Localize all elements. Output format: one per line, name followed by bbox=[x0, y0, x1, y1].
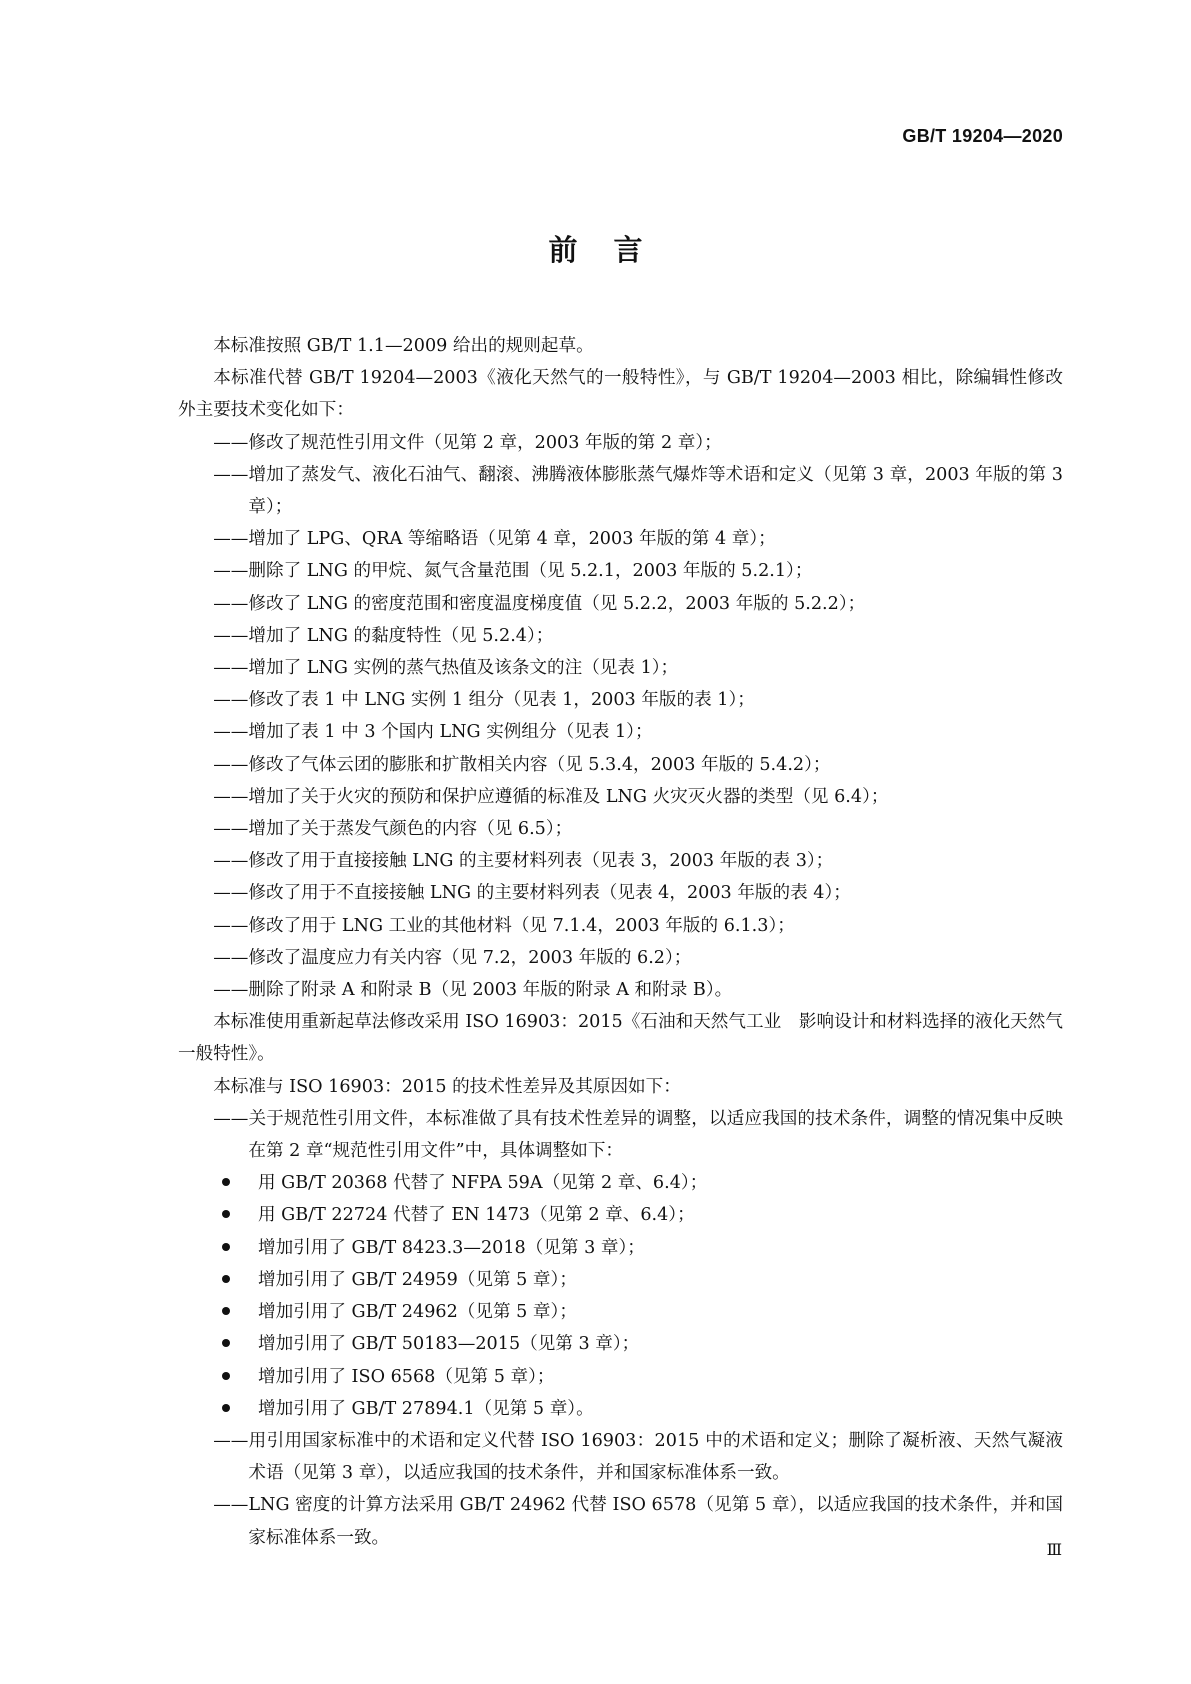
change-item: ——删除了附录 A 和附录 B（见 2003 年版的附录 A 和附录 B）。 bbox=[213, 980, 733, 1001]
standard-code: GB/T 19204—2020 bbox=[902, 126, 1063, 146]
page-number: Ⅲ bbox=[1046, 1540, 1061, 1559]
reference-bullet bbox=[222, 1264, 1063, 1296]
bullet-text: 增加引用了 GB/T 24962（见第 5 章）； bbox=[258, 1302, 577, 1323]
difference-item: ——关于规范性引用文件，本标准做了具有技术性差异的调整，以适应我国的技术条件，调整的情况集中反映在第 2 章“规范性引用文件”中，具体调整如下： bbox=[213, 1108, 1063, 1162]
reference-bullet bbox=[222, 1328, 1063, 1360]
bullet-text: 增加引用了 GB/T 50183—2015（见第 3 章）； bbox=[258, 1334, 640, 1355]
difference-item: ——LNG 密度的计算方法采用 GB/T 24962 代替 ISO 6578（见第 5 章），以适应我国的技术条件，并和国家标准体系一致。 bbox=[213, 1495, 1063, 1548]
bullet-icon bbox=[222, 1404, 230, 1412]
change-item: ——删除了 LNG 的甲烷、氮气含量范围（见 5.2.1，2003 年版的 5.2.1）； bbox=[213, 561, 813, 582]
paragraph-drafting-rules: 本标准按照 GB/T 1.1—2009 给出的规则起草。 bbox=[213, 336, 594, 356]
change-item: ——增加了蒸发气、液化石油气、翻滚、沸腾液体膨胀蒸气爆炸等术语和定义（见第 3 章，2003 年版的第 3 章）； bbox=[213, 464, 1063, 518]
bullet-text: 增加引用了 GB/T 27894.1（见第 5 章）。 bbox=[258, 1398, 594, 1419]
change-item: ——修改了用于不直接接触 LNG 的主要材料列表（见表 4，2003 年版的表 4）； bbox=[213, 883, 851, 904]
bullet-icon bbox=[222, 1275, 230, 1283]
reference-bullet bbox=[222, 1232, 1063, 1264]
change-item: ——修改了 LNG 的密度范围和密度温度梯度值（见 5.2.2，2003 年版的 5.2.2）； bbox=[213, 593, 866, 614]
change-item: ——增加了关于火灾的预防和保护应遵循的标准及 LNG 火灾灭火器的类型（见 6.4）； bbox=[213, 786, 889, 807]
bullet-icon bbox=[222, 1210, 230, 1218]
change-item: ——修改了气体云团的膨胀和扩散相关内容（见 5.3.4，2003 年版的 5.4.2）； bbox=[213, 754, 831, 775]
paragraph-adoption: 本标准使用重新起草法修改采用 ISO 16903：2015《石油和天然气工业 影响设计和材料选择的液化天然气一般特性》。 bbox=[178, 1012, 1063, 1065]
change-item: ——增加了 LNG 的黏度特性（见 5.2.4）； bbox=[213, 625, 554, 646]
paragraph-replacement: 本标准代替 GB/T 19204—2003《液化天然气的一般特性》，与 GB/T 19204—2003 相比，除编辑性修改外主要技术变化如下： bbox=[178, 368, 1063, 421]
change-item: ——修改了用于 LNG 工业的其他材料（见 7.1.4，2003 年版的 6.1.3）； bbox=[213, 915, 795, 936]
change-item: ——增加了表 1 中 3 个国内 LNG 实例组分（见表 1）； bbox=[213, 722, 653, 743]
bullet-icon bbox=[222, 1178, 230, 1186]
bullet-text: 用 GB/T 20368 代替了 NFPA 59A（见第 2 章、6.4）； bbox=[258, 1173, 708, 1194]
change-item: ——修改了表 1 中 LNG 实例 1 组分（见表 1，2003 年版的表 1）； bbox=[213, 690, 755, 711]
change-item: ——增加了 LNG 实例的蒸气热值及该条文的注（见表 1）； bbox=[213, 658, 679, 679]
paragraph-differences: 本标准与 ISO 16903：2015 的技术性差异及其原因如下： bbox=[213, 1076, 681, 1097]
bullet-icon bbox=[222, 1243, 230, 1251]
reference-bullet bbox=[222, 1393, 1063, 1425]
change-item: ——修改了规范性引用文件（见第 2 章，2003 年版的第 2 章）； bbox=[213, 432, 722, 453]
page-title: 前言 bbox=[548, 233, 679, 267]
difference-item: ——用引用国家标准中的术语和定义代替 ISO 16903：2015 中的术语和定义；删除了凝析液、天然气凝液术语（见第 3 章），以适应我国的技术条件，并和国家标准体系一致。 bbox=[213, 1430, 1063, 1484]
reference-bullet bbox=[222, 1199, 1063, 1231]
change-item: ——增加了关于蒸发气颜色的内容（见 6.5）； bbox=[213, 819, 573, 840]
bullet-text: 增加引用了 GB/T 24959（见第 5 章）； bbox=[258, 1269, 577, 1290]
bullet-text: 用 GB/T 22724 代替了 EN 1473（见第 2 章、6.4）； bbox=[258, 1205, 695, 1226]
reference-bullet bbox=[222, 1167, 1063, 1199]
change-item: ——增加了 LPG、QRA 等缩略语（见第 4 章，2003 年版的第 4 章）； bbox=[213, 529, 776, 550]
bullet-text: 增加引用了 GB/T 8423.3—2018（见第 3 章）； bbox=[258, 1237, 645, 1258]
change-item: ——修改了用于直接接触 LNG 的主要材料列表（见表 3，2003 年版的表 3）； bbox=[213, 851, 834, 872]
bullet-text: 增加引用了 ISO 6568（见第 5 章）； bbox=[258, 1366, 555, 1387]
reference-bullet bbox=[222, 1296, 1063, 1328]
reference-bullet bbox=[222, 1361, 1063, 1393]
foreword-body bbox=[178, 330, 1063, 1554]
change-item: ——修改了温度应力有关内容（见 7.2，2003 年版的 6.2）； bbox=[213, 947, 692, 968]
bullet-icon bbox=[222, 1307, 230, 1315]
bullet-icon bbox=[222, 1339, 230, 1347]
bullet-icon bbox=[222, 1372, 230, 1380]
